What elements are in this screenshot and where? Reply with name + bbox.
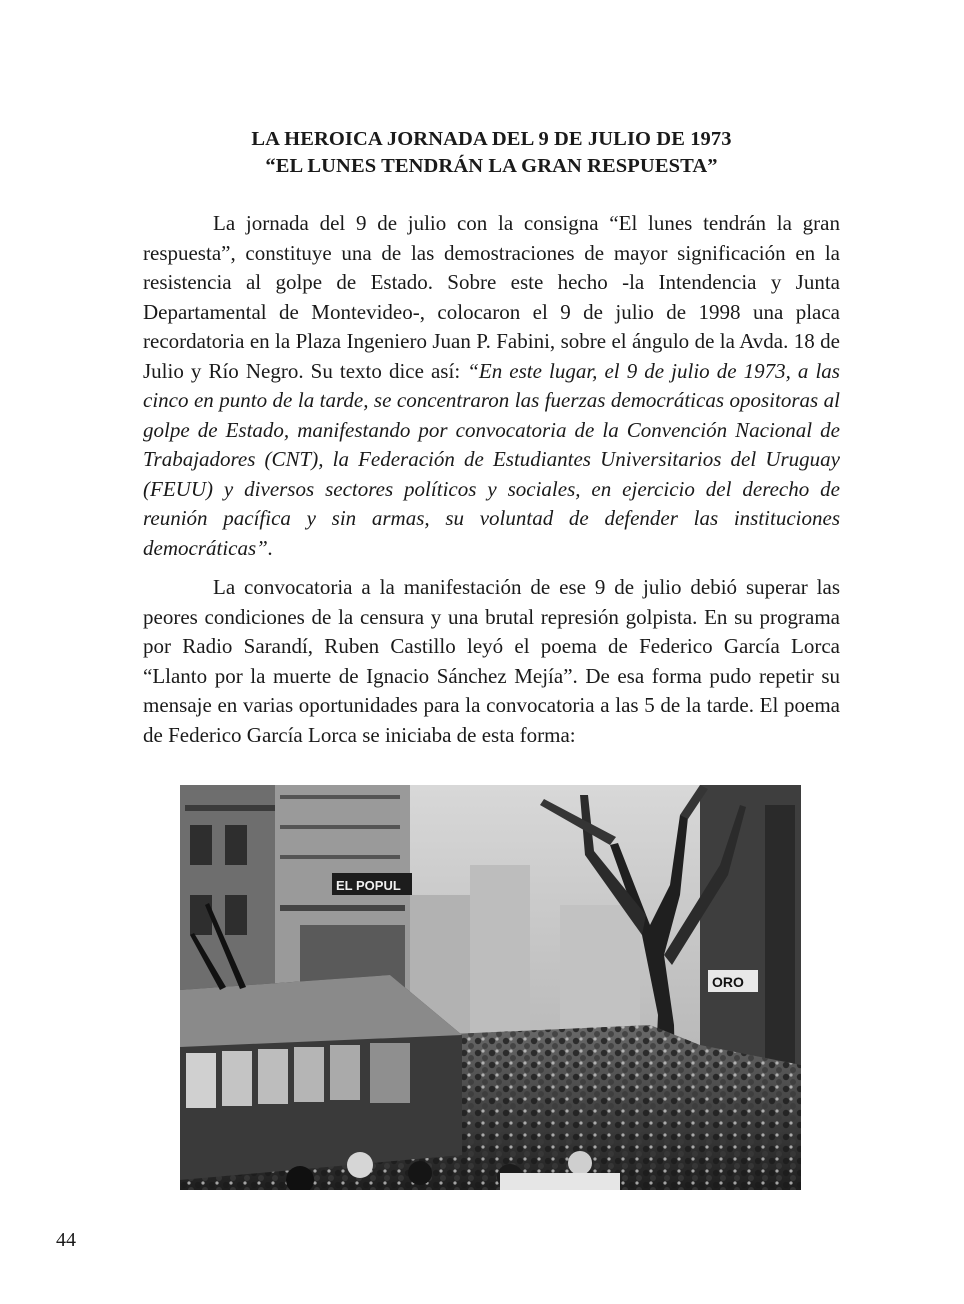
- title-line-1: LA HEROICA JORNADA DEL 9 DE JULIO DE 1973: [251, 128, 732, 150]
- paragraph-1: [143, 209, 840, 563]
- paragraph-1-text: La jornada del 9 de julio con la consigna “El lunes tendrán la gran respuesta”, constituye una de las demostraciones de mayor significación en la resistencia al golpe de Estado. Sobre este hecho -la Intendencia y Junta Departamental de Montevideo-, colocaron el 9 de julio de 1998 una placa recordatoria en la Plaza Ingeniero Juan P. Fabini, sobre el ángulo de la Avda. 18 de Julio y Río Negro. Su texto dice así:: [143, 211, 840, 383]
- photo-sign-left: EL POPUL: [336, 878, 401, 893]
- plaque-quote: “En este lugar, el 9 de julio de 1973, a las cinco en punto de la tarde, se concentraron las fuerzas democráticas opositoras al golpe de Estado, manifestando por convocatoria de la Convención Nacional de Trabajadores (CNT), la Federación de Estudiantes Universitarios del Uruguay (FEUU) y diversos sectores políticos y sociales, en ejercicio del derecho de reunión pacífica y sin armas, su voluntad de defender las instituciones democráticas”.: [143, 358, 840, 560]
- chapter-title: [143, 126, 840, 180]
- photo-illustration: [180, 785, 801, 1190]
- demonstration-photo: [180, 785, 801, 1190]
- paragraph-2-text: La convocatoria a la manifestación de ese 9 de julio debió superar las peores condiciones de la censura y una brutal represión golpista. En su programa por Radio Sarandí, Ruben Castillo leyó el poema de Federico García Lorca “Llanto por la muerte de Ignacio Sánchez Mejía”. De esa forma pudo repetir su mensaje en varias oportunidades para la convocatoria a las 5 de la tarde. El poema de Federico García Lorca se iniciaba de esta forma:: [143, 575, 840, 747]
- photo-sign-right: ORO: [712, 974, 744, 990]
- page-number: 44: [56, 1229, 76, 1251]
- paragraph-2: [143, 573, 840, 750]
- title-line-2: “EL LUNES TENDRÁN LA GRAN RESPUESTA”: [265, 155, 718, 177]
